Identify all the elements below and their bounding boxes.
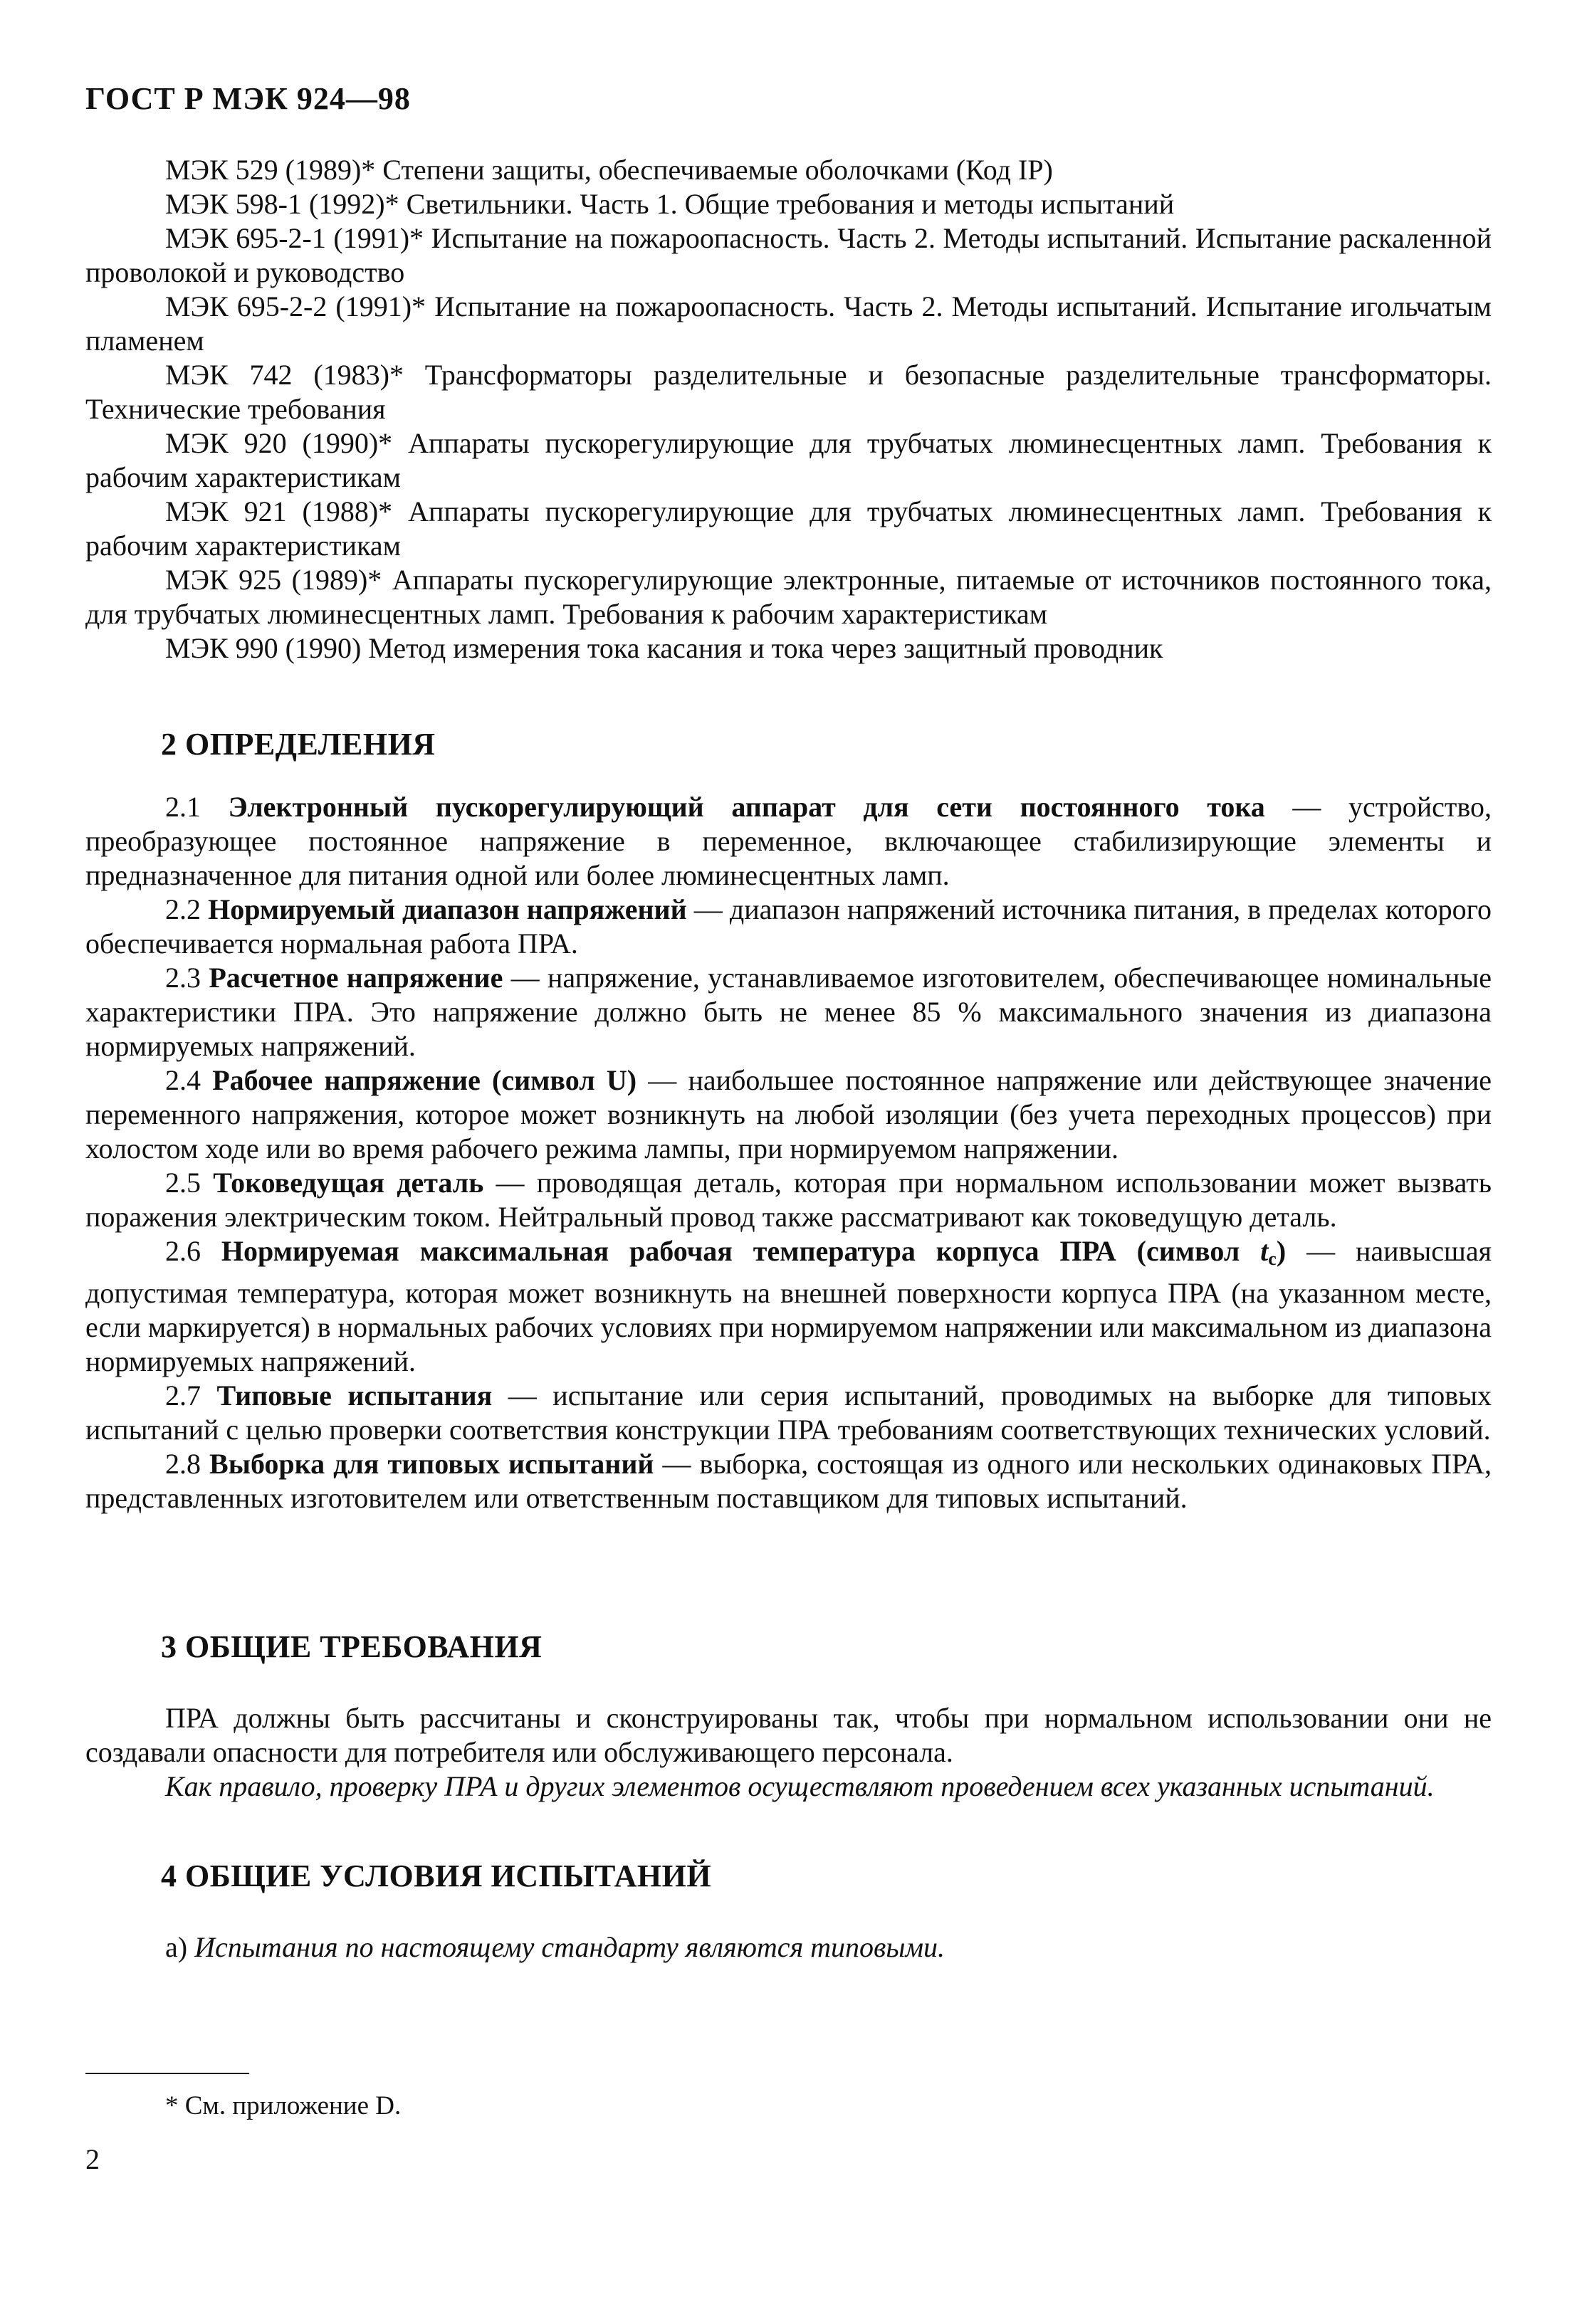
definition-text: — диапазон напряжений источника питания, в пределах которого обеспечивается нормальная работа ПРА. xyxy=(85,893,1492,959)
definition-number: 2.7 xyxy=(165,1379,201,1411)
definition-term xyxy=(221,1235,1286,1267)
temperature-symbol: t xyxy=(1260,1235,1269,1267)
definition-text: — наивысшая допустимая температура, которая может возникнуть на внешней поверхности корпуса ПРА (на указанном месте, если маркируется) в нормальных рабочих условиях при нормируемом напряжении или максимальном из диапазона нормируемых напряжений. xyxy=(85,1235,1492,1377)
definition-term: Электронный пускорегулирующий аппарат для сети постоянного тока xyxy=(228,791,1265,823)
definition-term: Расчетное напряжение xyxy=(209,962,503,994)
footnote-divider xyxy=(85,2073,249,2074)
normative-references-list xyxy=(85,153,1492,666)
reference-item: МЭК 925 (1989)* Аппараты пускорегулирующие электронные, питаемые от источников постоянного тока, для трубчатых люминесцентных ламп. Требования к рабочим характеристикам xyxy=(85,564,1492,630)
general-requirements-paragraph: ПРА должны быть рассчитаны и сконструированы так, чтобы при нормальном использовании они не создавали опасности для потребителя или обслуживающего персонала. xyxy=(85,1702,1492,1768)
temperature-symbol-subscript: c xyxy=(1268,1248,1277,1269)
definition-text: — напряжение, устанавливаемое изготовителем, обеспечивающее номинальные характеристики ПРА. Это напряжение должно быть не менее 85 % максимального значения из диапазона нормируемых напряжений. xyxy=(85,962,1492,1062)
item-label: а) xyxy=(165,1931,188,1963)
definition-number: 2.3 xyxy=(165,962,201,994)
reference-item: МЭК 598-1 (1992)* Светильники. Часть 1. Общие требования и методы испытаний xyxy=(165,188,1175,220)
test-conditions xyxy=(85,1930,1492,1965)
definition-text: — наибольшее постоянное напряжение или действующее значение переменного напряжения, которое может возникнуть на любой изоляции (без учета переходных процессов) при холостом ходе или во время рабочего режима лампы, при нормируемом напряжении. xyxy=(85,1064,1492,1164)
section-2-heading: 2 ОПРЕДЕЛЕНИЯ xyxy=(161,727,436,762)
definition-term: Токоведущая деталь xyxy=(213,1167,484,1199)
definition-number: 2.4 xyxy=(165,1064,201,1096)
definition-text: — выборка, состоящая из одного или нескольких одинаковых ПРА, представленных изготовителем или ответственным поставщиком для типовых испытаний. xyxy=(85,1448,1492,1514)
reference-item: МЭК 695-2-2 (1991)* Испытание на пожароопасность. Часть 2. Методы испытаний. Испытание игольчатым пламенем xyxy=(85,290,1492,357)
definition-term-end: ) xyxy=(1276,1235,1287,1267)
definition-item xyxy=(85,1063,1492,1166)
footnote: * См. приложение D. xyxy=(165,2091,402,2120)
reference-item: МЭК 921 (1988)* Аппараты пускорегулирующие для трубчатых люминесцентных ламп. Требования к рабочим характеристикам xyxy=(85,495,1492,562)
definition-item xyxy=(85,893,1492,961)
item-text: Испытания по настоящему стандарту являются типовыми. xyxy=(194,1931,945,1963)
definition-item xyxy=(85,1234,1492,1379)
reference-item: МЭК 920 (1990)* Аппараты пускорегулирующие для трубчатых люминесцентных ламп. Требования к рабочим характеристикам xyxy=(85,427,1492,493)
definition-item xyxy=(85,1166,1492,1234)
definition-term: Рабочее напряжение (символ U) xyxy=(212,1064,637,1096)
definition-term-main: Нормируемая максимальная рабочая температура корпуса ПРА (символ xyxy=(221,1235,1261,1267)
definition-text: — испытание или серия испытаний, проводимых на выборке для типовых испытаний с целью проверки соответствия конструкции ПРА требованиям соответствующих технических условий. xyxy=(85,1379,1492,1446)
definitions-list xyxy=(85,790,1492,1515)
test-conditions-item xyxy=(85,1930,1492,1965)
definition-number: 2.6 xyxy=(165,1235,201,1267)
general-requirements xyxy=(85,1701,1492,1804)
definition-text: — проводящая деталь, которая при нормальном использовании может вызвать поражения электрическим током. Нейтральный провод также рассматривают как токоведущую деталь. xyxy=(85,1167,1492,1233)
section-3-heading: 3 ОБЩИЕ ТРЕБОВАНИЯ xyxy=(161,1629,543,1664)
definition-item xyxy=(85,961,1492,1063)
definition-text: — устройство, преобразующее постоянное напряжение в переменное, включающее стабилизирующие элементы и предназначенное для питания одной или более люминесцентных ламп. xyxy=(85,791,1492,891)
page-number: 2 xyxy=(85,2143,100,2175)
definition-item xyxy=(85,1379,1492,1447)
definition-number: 2.5 xyxy=(165,1167,201,1199)
definition-number: 2.2 xyxy=(165,893,201,925)
reference-item: МЭК 529 (1989)* Степени защиты, обеспечиваемые оболочками (Код IP) xyxy=(165,154,1053,186)
definition-term: Выборка для типовых испытаний xyxy=(209,1448,654,1480)
reference-item: МЭК 695-2-1 (1991)* Испытание на пожароопасность. Часть 2. Методы испытаний. Испытание раскаленной проволокой и руководство xyxy=(85,222,1492,288)
reference-item: МЭК 742 (1983)* Трансформаторы разделительные и безопасные разделительные трансформаторы. Технические требования xyxy=(85,359,1492,425)
definition-item xyxy=(85,1447,1492,1515)
definition-item xyxy=(85,790,1492,893)
document-code-header: ГОСТ Р МЭК 924—98 xyxy=(85,81,411,116)
definition-number: 2.1 xyxy=(165,791,201,823)
definition-term: Нормируемый диапазон напряжений xyxy=(208,893,687,925)
reference-item: МЭК 990 (1990) Метод измерения тока касания и тока через защитный проводник xyxy=(165,632,1163,664)
definition-term: Типовые испытания xyxy=(216,1379,493,1411)
definition-number: 2.8 xyxy=(165,1448,201,1480)
general-requirements-note: Как правило, проверку ПРА и других элементов осуществляют проведением всех указанных испытаний. xyxy=(165,1770,1435,1802)
section-4-heading: 4 ОБЩИЕ УСЛОВИЯ ИСПЫТАНИЙ xyxy=(161,1858,712,1893)
